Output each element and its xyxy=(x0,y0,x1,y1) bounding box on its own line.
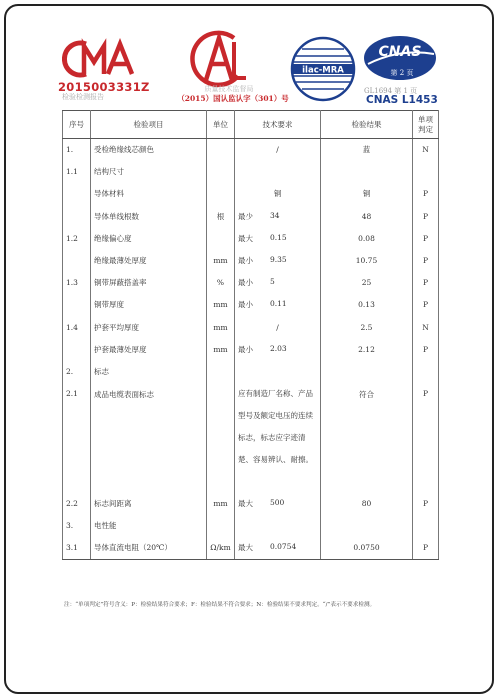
row-requirement xyxy=(235,493,321,515)
cal-logo-icon xyxy=(186,28,252,90)
table-row xyxy=(63,515,439,537)
row-unit xyxy=(207,227,235,249)
row-judgement: P xyxy=(413,383,439,493)
row-unit xyxy=(207,161,235,183)
row-requirement xyxy=(235,161,321,183)
row-result: 80 xyxy=(321,493,413,515)
row-requirement xyxy=(235,227,321,249)
table-row xyxy=(63,360,439,382)
requirement-qualifier: 最大 xyxy=(238,543,253,553)
row-no: 1.2 xyxy=(63,227,91,249)
cnas-subtitle: GL1694 第 1 页 xyxy=(364,87,418,95)
row-unit: mm xyxy=(207,249,235,271)
row-unit: 根 xyxy=(207,205,235,227)
requirement-cell xyxy=(238,542,317,553)
row-judgement: P xyxy=(413,294,439,316)
row-no: 3.1 xyxy=(63,537,91,559)
table-row xyxy=(63,338,439,360)
page-indicator: 第 2 页 xyxy=(390,69,414,77)
row-judgement: N xyxy=(413,316,439,338)
header-item: 检验项目 xyxy=(91,111,207,139)
requirement-cell xyxy=(238,344,317,355)
row-no xyxy=(63,205,91,227)
requirement-cell xyxy=(238,233,317,244)
row-judgement: N xyxy=(413,139,439,161)
row-no: 1.4 xyxy=(63,316,91,338)
row-result: 0.13 xyxy=(321,294,413,316)
table-row xyxy=(63,493,439,515)
table-body xyxy=(63,139,439,560)
row-requirement xyxy=(235,537,321,559)
cma-number: 2015003331Z xyxy=(58,80,150,94)
table-header-row xyxy=(63,111,439,139)
row-item: 绝缘最薄处厚度 xyxy=(91,249,207,271)
row-item: 导体单线根数 xyxy=(91,205,207,227)
requirement-qualifier: 最小 xyxy=(238,344,253,354)
row-unit xyxy=(207,360,235,382)
requirement-cell xyxy=(238,498,317,509)
ilac-mra-logo-icon xyxy=(288,34,358,104)
row-item: 导体直流电阻（20℃） xyxy=(91,537,207,559)
row-requirement xyxy=(235,360,321,382)
header-result: 检验结果 xyxy=(321,111,413,139)
cal-number: （2015）国认监认字（301）号 xyxy=(177,94,289,103)
row-result xyxy=(321,161,413,183)
requirement-qualifier: 最小 xyxy=(238,300,253,310)
row-item: 绝缘偏心度 xyxy=(91,227,207,249)
row-item: 标志间距离 xyxy=(91,493,207,515)
requirement-value: 9.35 xyxy=(270,255,287,265)
row-result: 25 xyxy=(321,272,413,294)
row-no xyxy=(63,338,91,360)
row-no: 2. xyxy=(63,360,91,382)
cal-subtitle: 质量技术监督局 xyxy=(204,85,254,93)
row-unit: mm xyxy=(207,316,235,338)
row-no: 3. xyxy=(63,515,91,537)
row-no: 2.2 xyxy=(63,493,91,515)
row-unit: Ω/km xyxy=(207,537,235,559)
table-row xyxy=(63,249,439,271)
row-judgement: P xyxy=(413,249,439,271)
mra-text: ilac-MRA xyxy=(302,65,344,76)
row-no: 1.3 xyxy=(63,272,91,294)
row-requirement xyxy=(235,272,321,294)
row-no: 1.1 xyxy=(63,161,91,183)
row-judgement: P xyxy=(413,493,439,515)
row-judgement: P xyxy=(413,183,439,205)
row-result: 48 xyxy=(321,205,413,227)
row-result: 蓝 xyxy=(321,139,413,161)
table-row xyxy=(63,272,439,294)
row-result: 铜 xyxy=(321,183,413,205)
row-judgement: P xyxy=(413,205,439,227)
row-result: 0.08 xyxy=(321,227,413,249)
report-table xyxy=(62,110,439,560)
row-requirement xyxy=(235,205,321,227)
row-no xyxy=(63,294,91,316)
row-requirement xyxy=(235,249,321,271)
table-row xyxy=(63,227,439,249)
requirement-cell xyxy=(238,211,317,222)
requirement-qualifier: 最大 xyxy=(238,499,253,509)
requirement-qualifier: 最少 xyxy=(238,211,253,221)
row-item: 标志 xyxy=(91,360,207,382)
row-item: 结构尺寸 xyxy=(91,161,207,183)
row-no: 1. xyxy=(63,139,91,161)
requirement-qualifier: 最小 xyxy=(238,256,253,266)
row-unit: mm xyxy=(207,493,235,515)
requirement-qualifier: 最大 xyxy=(238,233,253,243)
row-result xyxy=(321,360,413,382)
requirement-value: 0.0754 xyxy=(270,542,297,552)
table-row xyxy=(63,316,439,338)
table-row xyxy=(63,139,439,161)
requirement-value: 0.15 xyxy=(270,232,287,242)
row-no: 2.1 xyxy=(63,383,91,493)
row-requirement xyxy=(235,294,321,316)
row-requirement: / xyxy=(235,139,321,161)
requirement-value: 2.03 xyxy=(270,343,287,353)
row-requirement xyxy=(235,338,321,360)
row-unit xyxy=(207,383,235,493)
requirement-value: 5 xyxy=(270,277,275,287)
cnas-logo-text: CNAS xyxy=(378,44,422,60)
row-item: 成品电缆表面标志 xyxy=(91,383,207,493)
table-row xyxy=(63,383,439,493)
requirement-cell xyxy=(238,299,317,310)
row-requirement: / xyxy=(235,316,321,338)
row-requirement: 应有制造厂名称、产品型号及额定电压的连续标志，标志应字迹清楚、容易辨认、耐擦。 xyxy=(235,383,321,493)
requirement-value: 0.11 xyxy=(270,299,287,309)
row-result: 2.12 xyxy=(321,338,413,360)
row-item: 护套平均厚度 xyxy=(91,316,207,338)
row-unit: mm xyxy=(207,294,235,316)
row-unit: % xyxy=(207,272,235,294)
row-item: 护套最薄处厚度 xyxy=(91,338,207,360)
row-judgement: P xyxy=(413,272,439,294)
header-judgement: 单项判定 xyxy=(413,111,439,139)
report-table-container xyxy=(62,110,438,560)
cma-logo-icon xyxy=(62,38,142,80)
row-result: 0.0750 xyxy=(321,537,413,559)
row-judgement: P xyxy=(413,227,439,249)
row-judgement: P xyxy=(413,537,439,559)
requirement-cell xyxy=(238,277,317,288)
row-judgement xyxy=(413,161,439,183)
row-no xyxy=(63,183,91,205)
row-unit: mm xyxy=(207,338,235,360)
row-judgement: P xyxy=(413,338,439,360)
row-judgement xyxy=(413,515,439,537)
row-unit xyxy=(207,183,235,205)
requirement-qualifier: 最小 xyxy=(238,278,253,288)
header-no: 序号 xyxy=(63,111,91,139)
footnote: 注：“单项判定”符号含义：P：检验结果符合要求；F：检验结果不符合要求；N：检验结果不要求判定。“/”表示不要求检测。 xyxy=(64,602,376,608)
row-item: 导体材料 xyxy=(91,183,207,205)
row-item: 受检绝缘线芯颜色 xyxy=(91,139,207,161)
table-row xyxy=(63,183,439,205)
row-result: 符合 xyxy=(321,383,413,493)
table-row xyxy=(63,161,439,183)
cma-subtitle: 检验检测报告 xyxy=(62,93,104,101)
row-requirement xyxy=(235,515,321,537)
requirement-cell xyxy=(238,255,317,266)
table-row xyxy=(63,294,439,316)
table-row xyxy=(63,205,439,227)
row-unit xyxy=(207,515,235,537)
row-item: 铜带厚度 xyxy=(91,294,207,316)
row-result xyxy=(321,515,413,537)
row-result: 2.5 xyxy=(321,316,413,338)
row-item: 电性能 xyxy=(91,515,207,537)
row-no xyxy=(63,249,91,271)
header-unit: 单位 xyxy=(207,111,235,139)
row-result: 10.75 xyxy=(321,249,413,271)
row-unit xyxy=(207,139,235,161)
cnas-number: CNAS L1453 xyxy=(366,94,438,106)
header-requirement: 技术要求 xyxy=(235,111,321,139)
requirement-value: 500 xyxy=(270,498,285,508)
row-requirement: 铜 xyxy=(235,183,321,205)
table-row xyxy=(63,537,439,559)
requirement-value: 34 xyxy=(270,210,280,220)
row-judgement xyxy=(413,360,439,382)
row-item: 铜带屏蔽搭盖率 xyxy=(91,272,207,294)
